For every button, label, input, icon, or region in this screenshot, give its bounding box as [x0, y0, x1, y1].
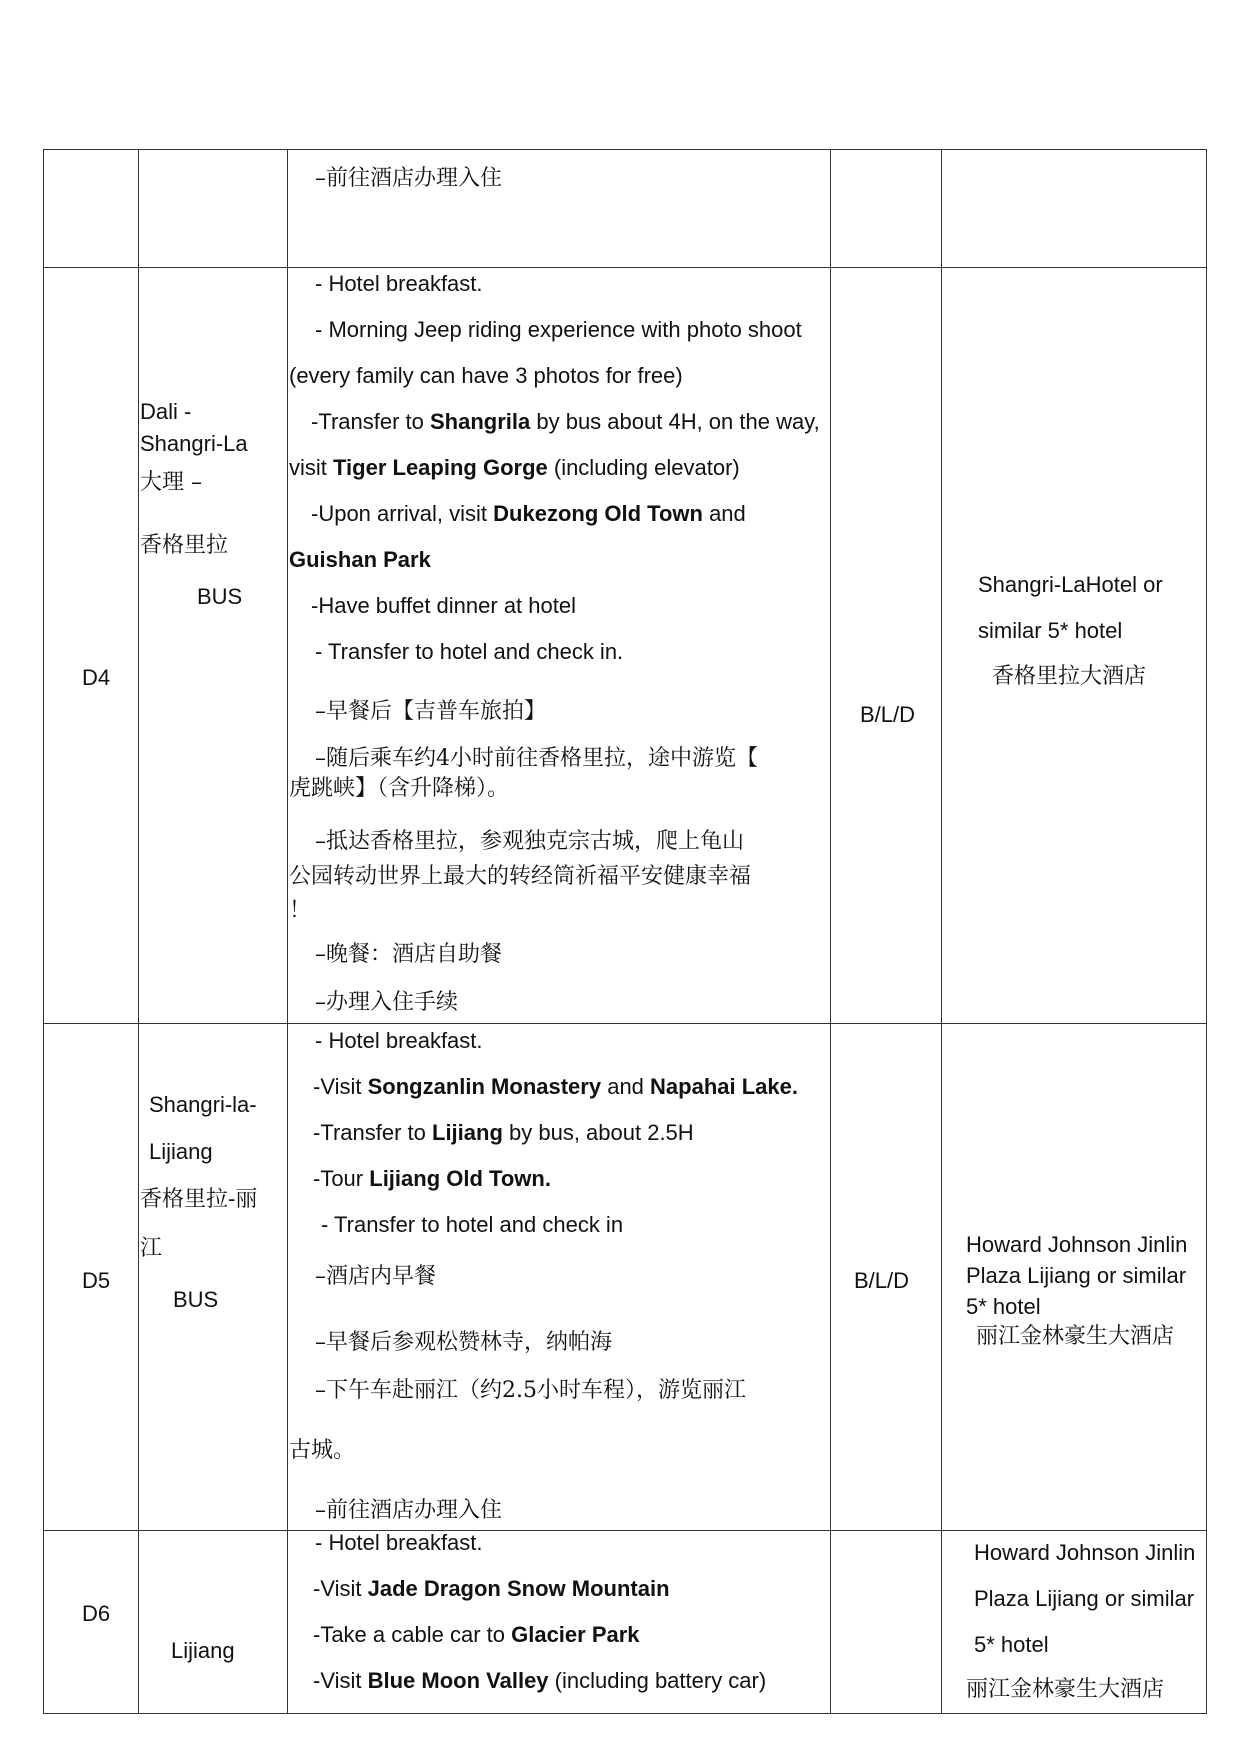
itinerary-line: -Tour Lijiang Old Town.: [313, 1166, 551, 1191]
itinerary-line: -Take a cable car to Glacier Park: [313, 1622, 640, 1647]
hotel-line: Plaza Lijiang or similar: [974, 1586, 1195, 1611]
itinerary-line: 公园转动世界上最大的转经筒祈福平安健康幸福: [289, 864, 752, 889]
hotel-line: Plaza Lijiang or similar: [966, 1263, 1187, 1288]
route-line: Lijiang: [149, 1139, 213, 1164]
itinerary-line: - Hotel breakfast.: [315, 1530, 483, 1555]
column-divider: [941, 149, 942, 1714]
itinerary-line: –早餐后参观松赞林寺，纳帕海: [315, 1330, 613, 1355]
route-line: 大理 –: [140, 470, 202, 495]
meals-label: B/L/D: [860, 702, 916, 727]
itinerary-line: (every family can have 3 photos for free): [289, 363, 683, 388]
meals-label: B/L/D: [854, 1268, 910, 1293]
itinerary-line: -Visit Jade Dragon Snow Mountain: [313, 1576, 670, 1601]
itinerary-line: –办理入住手续: [315, 990, 459, 1015]
row-divider: [43, 267, 1207, 268]
column-divider: [830, 149, 831, 1714]
itinerary-line: -Upon arrival, visit Dukezong Old Town and: [311, 501, 746, 526]
hotel-line: 5* hotel: [966, 1294, 1041, 1319]
itinerary-line: ！: [289, 898, 312, 923]
itinerary-line: - Hotel breakfast.: [315, 1028, 483, 1053]
route-transport: BUS: [173, 1287, 219, 1312]
hotel-line: 丽江金林豪生大酒店: [976, 1324, 1175, 1349]
hotel-line: Howard Johnson Jinlin: [966, 1232, 1188, 1257]
hotel-line: 5* hotel: [974, 1632, 1049, 1657]
row-divider: [43, 1713, 1207, 1714]
column-divider: [287, 149, 288, 1714]
itinerary-line: -Have buffet dinner at hotel: [311, 593, 576, 618]
row-divider: [43, 1530, 1207, 1531]
day-label: D4: [82, 665, 111, 690]
hotel-line: 丽江金林豪生大酒店: [966, 1677, 1165, 1702]
route-line: Dali -: [140, 399, 192, 424]
route-line: 香格里拉: [140, 533, 229, 558]
column-divider: [1206, 149, 1207, 1714]
itinerary-line: –随后乘车约4小时前往香格里拉，途中游览【: [315, 746, 758, 771]
route-transport: BUS: [197, 584, 243, 609]
itinerary-line: –酒店内早餐: [315, 1264, 437, 1289]
row-divider: [43, 149, 1207, 150]
row-divider: [43, 1023, 1207, 1024]
itinerary-line: –前往酒店办理入住: [315, 166, 503, 191]
itinerary-line: –早餐后【吉普车旅拍】: [315, 699, 547, 724]
day-label: D6: [82, 1601, 111, 1626]
itinerary-line: –抵达香格里拉，参观独克宗古城，爬上龟山: [315, 829, 745, 854]
route-line: Shangri-la-: [149, 1092, 257, 1117]
itinerary-line: 古城。: [289, 1438, 356, 1463]
hotel-line: 香格里拉大酒店: [992, 664, 1147, 689]
itinerary-line: 虎跳峡】（含升降梯）。: [289, 776, 510, 801]
hotel-line: Howard Johnson Jinlin: [974, 1540, 1196, 1565]
itinerary-line: –晚餐：酒店自助餐: [315, 942, 503, 967]
route-line: Shangri-La: [140, 431, 248, 456]
itinerary-line: –前往酒店办理入住: [315, 1498, 503, 1523]
hotel-line: similar 5* hotel: [978, 618, 1123, 643]
itinerary-line: - Transfer to hotel and check in.: [315, 639, 624, 664]
itinerary-line: -Visit Blue Moon Valley (including battery car): [313, 1668, 767, 1693]
itinerary-line: - Morning Jeep riding experience with photo shoot: [315, 317, 802, 342]
column-divider: [43, 149, 44, 1714]
itinerary-line: -Transfer to Shangrila by bus about 4H, on the way,: [311, 409, 820, 434]
itinerary-line: -Visit Songzanlin Monastery and Napahai Lake.: [313, 1074, 798, 1099]
day-label: D5: [82, 1268, 111, 1293]
itinerary-line: - Transfer to hotel and check in: [321, 1212, 624, 1237]
itinerary-line: - Hotel breakfast.: [315, 271, 483, 296]
itinerary-line: -Transfer to Lijiang by bus, about 2.5H: [313, 1120, 694, 1145]
itinerary-line: visit Tiger Leaping Gorge (including elevator): [289, 455, 740, 480]
column-divider: [138, 149, 139, 1714]
route-line: 江: [140, 1236, 163, 1261]
route-line: Lijiang: [171, 1638, 235, 1663]
itinerary-line: –下午车赴丽江（约2.5小时车程），游览丽江: [315, 1378, 746, 1403]
itinerary-line: Guishan Park: [289, 547, 431, 572]
route-line: 香格里拉-丽: [140, 1187, 258, 1212]
hotel-line: Shangri-LaHotel or: [978, 572, 1163, 597]
